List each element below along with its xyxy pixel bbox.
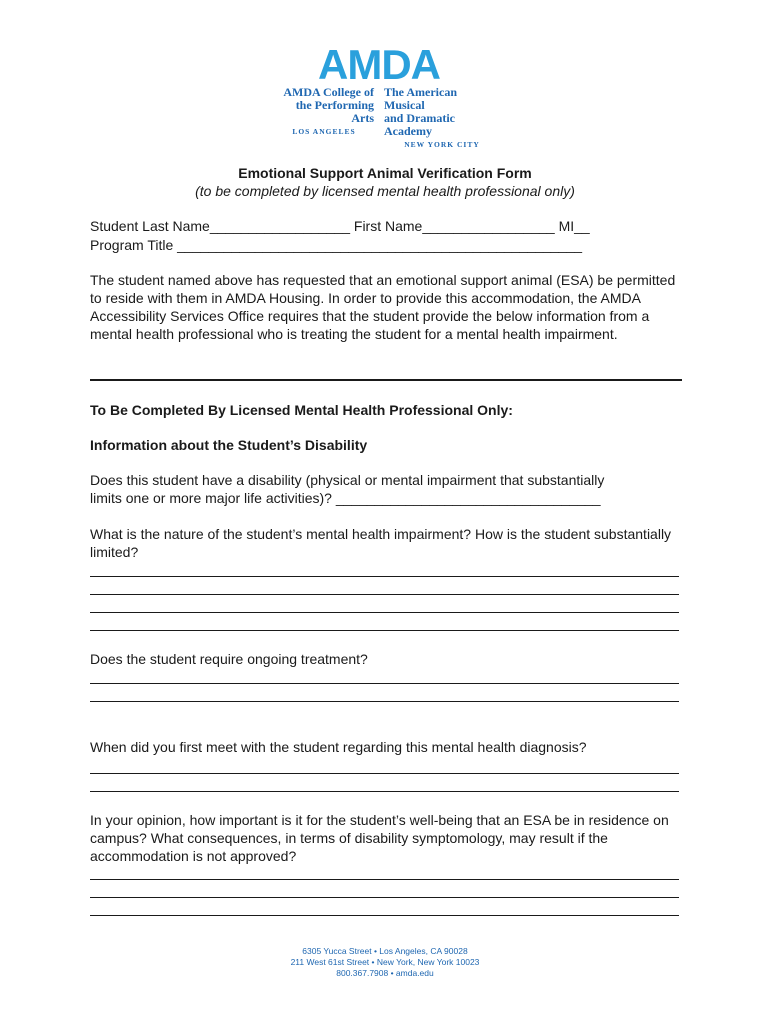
logo-ny-line1: The American Musical (384, 85, 457, 112)
logo-la-city: LOS ANGELES (292, 127, 356, 136)
amda-logo (270, 41, 500, 149)
footer-contact[interactable]: 800.367.7908 • amda.edu (336, 968, 434, 978)
section-divider (90, 379, 682, 381)
question-disability-line1: Does this student have a disability (physical or mental impairment that substantially (90, 472, 605, 488)
question-esa-importance: In your opinion, how important is it for the student’s well-being that an ESA be in residence on campus? What consequences, in terms of disability symptomology, may result if the accommodation is not approved? (90, 812, 669, 864)
footer-address (0, 946, 770, 979)
question-impairment-nature: What is the nature of the student’s mental health impairment? How is the student substantially limited? (90, 526, 672, 560)
answer-line[interactable] (90, 683, 679, 684)
answer-line[interactable] (90, 701, 679, 702)
program-title-line[interactable]: Program Title ____________________________________________________ (90, 237, 583, 253)
answer-line[interactable] (90, 594, 679, 595)
section-heading: To Be Completed By Licensed Mental Health Professional Only: (90, 402, 513, 418)
answer-line[interactable] (90, 897, 679, 898)
logo-ny-city: NEW YORK CITY (404, 140, 480, 149)
disability-subheading: Information about the Student’s Disability (90, 437, 368, 453)
logo-wordmark: AMDA (318, 41, 440, 88)
answer-line[interactable] (90, 773, 679, 774)
answer-line[interactable] (90, 879, 679, 880)
form-subtitle: (to be completed by licensed mental health professional only) (195, 183, 575, 199)
logo-la-line1: AMDA College of (283, 85, 374, 99)
question-disability-answer-line[interactable]: limits one or more major life activities)? __________________________________ (90, 490, 601, 506)
answer-line[interactable] (90, 791, 679, 792)
answer-line[interactable] (90, 612, 679, 613)
answer-line[interactable] (90, 576, 679, 577)
student-name-line[interactable]: Student Last Name__________________ First Name_________________ MI__ (90, 218, 590, 234)
answer-line[interactable] (90, 630, 679, 631)
footer-ny-address: 211 West 61st Street • New York, New York 10023 (290, 957, 480, 967)
logo-ny-line2: and Dramatic Academy (384, 111, 455, 138)
question-first-meeting: When did you first meet with the student regarding this mental health diagnosis? (90, 739, 587, 755)
logo-la-block (274, 86, 374, 136)
form-title: Emotional Support Animal Verification Form (238, 165, 532, 181)
logo-ny-block (384, 86, 500, 149)
footer-la-address: 6305 Yucca Street • Los Angeles, CA 90028 (302, 946, 468, 956)
answer-line[interactable] (90, 915, 679, 916)
question-ongoing-treatment: Does the student require ongoing treatment? (90, 651, 368, 667)
logo-la-line2: the Performing Arts (295, 98, 374, 125)
intro-paragraph: The student named above has requested that an emotional support animal (ESA) be permitted to reside with them in AMDA Housing. In order to provide this accommodation, the AMDA Accessibility Services Office requires that the student provide the below information from a mental health professional who is treating the student for a mental health impairment. (90, 272, 676, 342)
